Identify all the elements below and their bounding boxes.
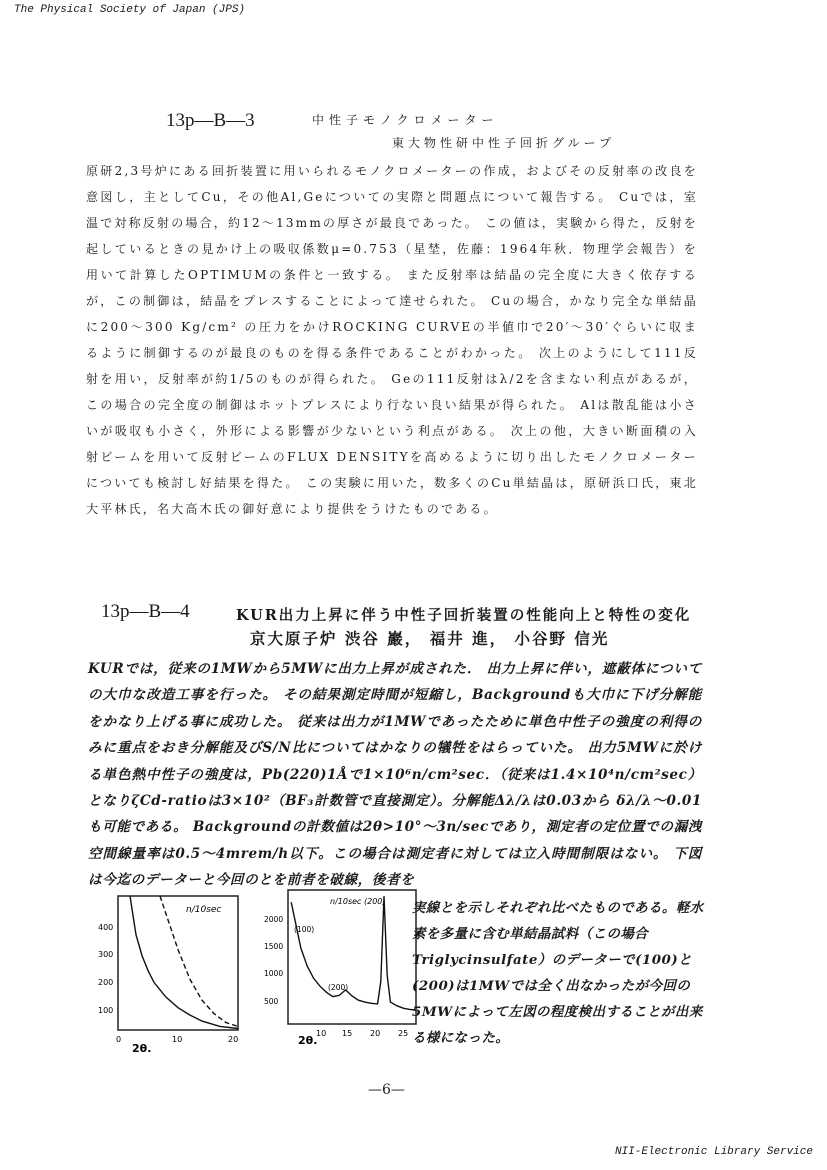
figure-right-solid-series [291, 896, 416, 1010]
abstract1-id: 13p—B—3 [166, 110, 255, 131]
figure-right-chart [262, 884, 420, 1054]
figure-right-ytick: 2000 [264, 915, 284, 924]
figure-left-ytick: 300 [98, 950, 114, 959]
figure-left-dashed-series [160, 896, 238, 1026]
figure-right-ytick: 1500 [264, 942, 284, 951]
figure-left-solid-series [130, 896, 238, 1029]
figure-left-frame [118, 896, 238, 1030]
page-number: —6— [368, 1082, 405, 1098]
abstract1-authors: 東大物性研中性子回折グループ [392, 136, 616, 150]
figure-left-xtick: 0 [116, 1035, 122, 1044]
figure-left-ytick: 200 [98, 978, 114, 987]
figure-left-xlabel: 2θ. [132, 1042, 152, 1055]
figure-left-ytick: 100 [98, 1006, 114, 1015]
abstract1-body: 原研2,3号炉にある回折装置に用いられるモノクロメーターの作成，およびその反射率の改良を意図し，主としてCu，その他Al,Geについての実際と問題点について報告する。 Cuでは，室温で対称反射の場合，約12～13mmの厚さが最良であった。 この値は，実験から得た，反射を起しているときの見かけ上の吸収係数μ=0.753（星埜，佐藤：1964年秋．物理学会報告）を用いて計算したOPTIMUMの条件と一致する。 また反射率は結晶の完全度に大きく依存するが，この制御は，結晶をプレスすることによって達せられた。 Cuの場合，かなり完全な単結晶に200～300 Kg/cm² の圧力をかけROCKING CURVEの半値巾で20′～30′ぐらいに収まるように制御するのが最良のものを得る条件であることがわかった。 次上のようにして111反射を用い，反射率が約1/5のものが得られた。 Geの111反射はλ/2を含まない利点があるが，この場合の完全度の制御はホットプレスにより行ない良い結果が得られた。 Alは散乱能は小さいが吸収も小さく，外形による影響が少ないという利点がある。 次上の他，大きい断面積の入射ビームを用いて反射ビームのFLUX DENSITYを高めるように切り出したモノクロメーターについても検討し好結果を得た。 この実験に用いた，数多くのCu単結晶は，原研浜口氏，東北大平林氏，名大高木氏の御好意により提供をうけたものである。 [86, 164, 698, 516]
abstract2-authors: 京大原子炉 渋谷 巖， 福井 進， 小谷野 信光 [250, 629, 610, 648]
library-footer: NII-Electronic Library Service [614, 1146, 813, 1158]
figure-left-chart [88, 890, 248, 1060]
figure-right-peak-label: (200) [328, 983, 349, 992]
abstract2-title: KUR出力上昇に伴う中性子回折装置の性能向上と特性の変化 [236, 607, 692, 624]
abstract2-body: KURでは，従来の1MWから5MWに出力上昇が成された． 出力上昇に伴い，遮蔽体についての大巾な改造工事を行った。 その結果測定時間が短縮し，Backgroundも大巾に下げ分解能をかなり上げる事に成功した。 従来は出力が1MWであったために単色中性子の強度の利得のみに重点をおき分解能及びS/N比についてはかなりの犠牲をはらっていた。 出力5MWに於ける単色熱中性子の強度は，Pb(220)1Åで1×10⁶n/cm²sec．（従来は1.4×10⁴n/cm²sec）となりζCd-ratioは3×10²（BF₃計数管で直接測定）。分解能Δλ/λは0.03から δλ/λ～0.01も可能である。 Backgroundの計数値は2θ>10°～3n/secであり，測定者の定位置での漏洩空間線量率は0.5～4mrem/h以下。この場合は測定者に対しては立入時間制限はない。 下図は今迄のデーターと今回のとを前者を破線，後者を [88, 661, 702, 889]
figure-right-xtick: 25 [398, 1029, 409, 1038]
figure-right-unit-label: n/10sec (200) [330, 897, 386, 906]
figure-left-xtick: 10 [172, 1035, 183, 1044]
abstract2-id: 13p—B—4 [101, 601, 190, 622]
figure-right-xtick: 15 [342, 1029, 353, 1038]
society-header: The Physical Society of Japan (JPS) [14, 4, 246, 16]
figure-left-xtick: 20 [228, 1035, 239, 1044]
figure-right-peak-label: (100) [294, 925, 315, 934]
figure-right-ytick: 500 [264, 997, 279, 1006]
figure-left-ytick: 400 [98, 923, 114, 932]
figure-left-unit-label: n/10sec [186, 905, 222, 915]
abstract2-figure-caption: 実線とを示しそれぞれ比べたものである。軽水素を多量に含む単結晶試料（この場合Triglycinsulfate）のデーターで(100)と(200)は1MWでは全く出なかったが今回の5MWによって左図の程度検出することが出来る様になった。 [412, 900, 704, 1046]
figure-right-frame [288, 890, 416, 1024]
figure-right-xlabel: 2θ. [298, 1034, 318, 1047]
figure-right-xtick: 10 [316, 1029, 327, 1038]
figure-right-xtick: 20 [370, 1029, 381, 1038]
figure-right-ytick: 1000 [264, 969, 284, 978]
abstract1-title: 中性子モノクロメーター [312, 113, 499, 127]
